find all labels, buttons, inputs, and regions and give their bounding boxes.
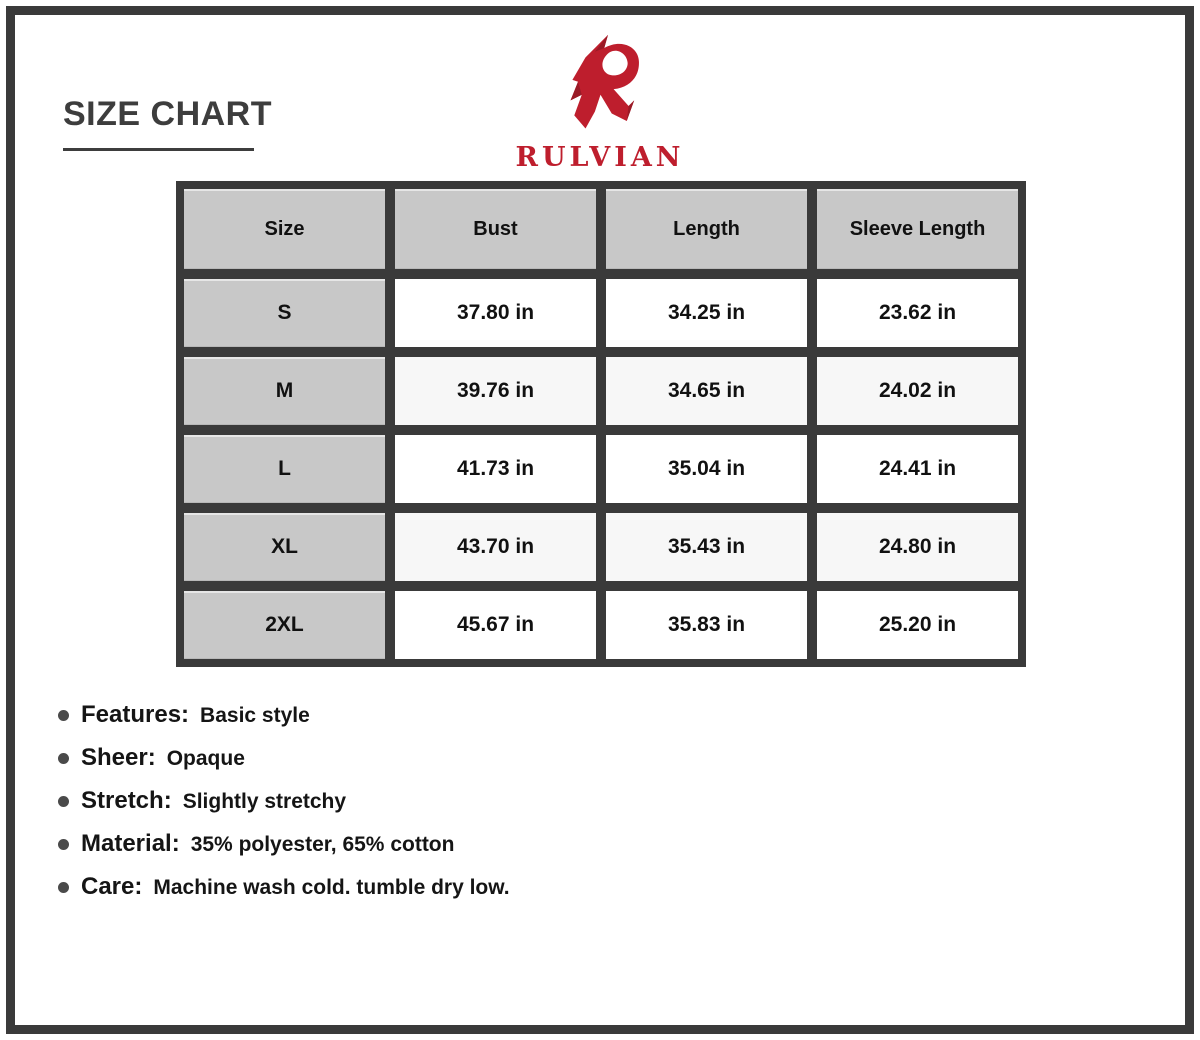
detail-item-care	[58, 872, 510, 902]
detail-value: Slightly stretchy	[182, 790, 347, 813]
bullet-icon	[58, 839, 69, 850]
bullet-icon	[58, 796, 69, 807]
table-cell-bust-l: 41.73 in	[395, 435, 596, 503]
table-cell-size-m: M	[184, 357, 385, 425]
table-cell-length-xl: 35.43 in	[606, 513, 807, 581]
table-header-size: Size	[184, 189, 385, 269]
table-cell-bust-s: 37.80 in	[395, 279, 596, 347]
table-cell-sleeve-m: 24.02 in	[817, 357, 1018, 425]
table-cell-size-l: L	[184, 435, 385, 503]
rulvian-r-monogram-icon	[553, 33, 648, 136]
detail-item-material	[58, 829, 510, 859]
table-cell-bust-2xl: 45.67 in	[395, 591, 596, 659]
table-cell-bust-xl: 43.70 in	[395, 513, 596, 581]
table-cell-size-2xl: 2XL	[184, 591, 385, 659]
brand-logo	[0, 33, 1200, 173]
detail-value: Basic style	[200, 704, 310, 727]
brand-wordmark: RULVIAN	[515, 142, 685, 173]
table-cell-length-m: 34.65 in	[606, 357, 807, 425]
detail-label: Sheer:	[81, 744, 156, 771]
product-details-list	[58, 700, 510, 915]
table-cell-sleeve-l: 24.41 in	[817, 435, 1018, 503]
size-chart-table	[176, 181, 1026, 667]
detail-value: 35% polyester, 65% cotton	[190, 833, 455, 856]
table-header-length: Length	[606, 189, 807, 269]
detail-item-stretch	[58, 786, 510, 816]
table-cell-length-2xl: 35.83 in	[606, 591, 807, 659]
table-cell-bust-m: 39.76 in	[395, 357, 596, 425]
detail-value: Opaque	[166, 747, 245, 770]
detail-item-sheer	[58, 743, 510, 773]
detail-label: Features:	[81, 701, 190, 728]
page-title: SIZE CHART	[63, 95, 272, 133]
table-cell-sleeve-xl: 24.80 in	[817, 513, 1018, 581]
bullet-icon	[58, 710, 69, 721]
table-cell-size-s: S	[184, 279, 385, 347]
table-header-sleeve-length: Sleeve Length	[817, 189, 1018, 269]
table-header-bust: Bust	[395, 189, 596, 269]
table-cell-length-s: 34.25 in	[606, 279, 807, 347]
table-cell-size-xl: XL	[184, 513, 385, 581]
table-cell-sleeve-s: 23.62 in	[817, 279, 1018, 347]
detail-item-features	[58, 700, 510, 730]
bullet-icon	[58, 753, 69, 764]
table-cell-sleeve-2xl: 25.20 in	[817, 591, 1018, 659]
detail-label: Stretch:	[81, 787, 172, 814]
detail-label: Care:	[81, 873, 143, 900]
bullet-icon	[58, 882, 69, 893]
detail-label: Material:	[81, 830, 180, 857]
detail-value: Machine wash cold. tumble dry low.	[153, 876, 510, 899]
table-cell-length-l: 35.04 in	[606, 435, 807, 503]
